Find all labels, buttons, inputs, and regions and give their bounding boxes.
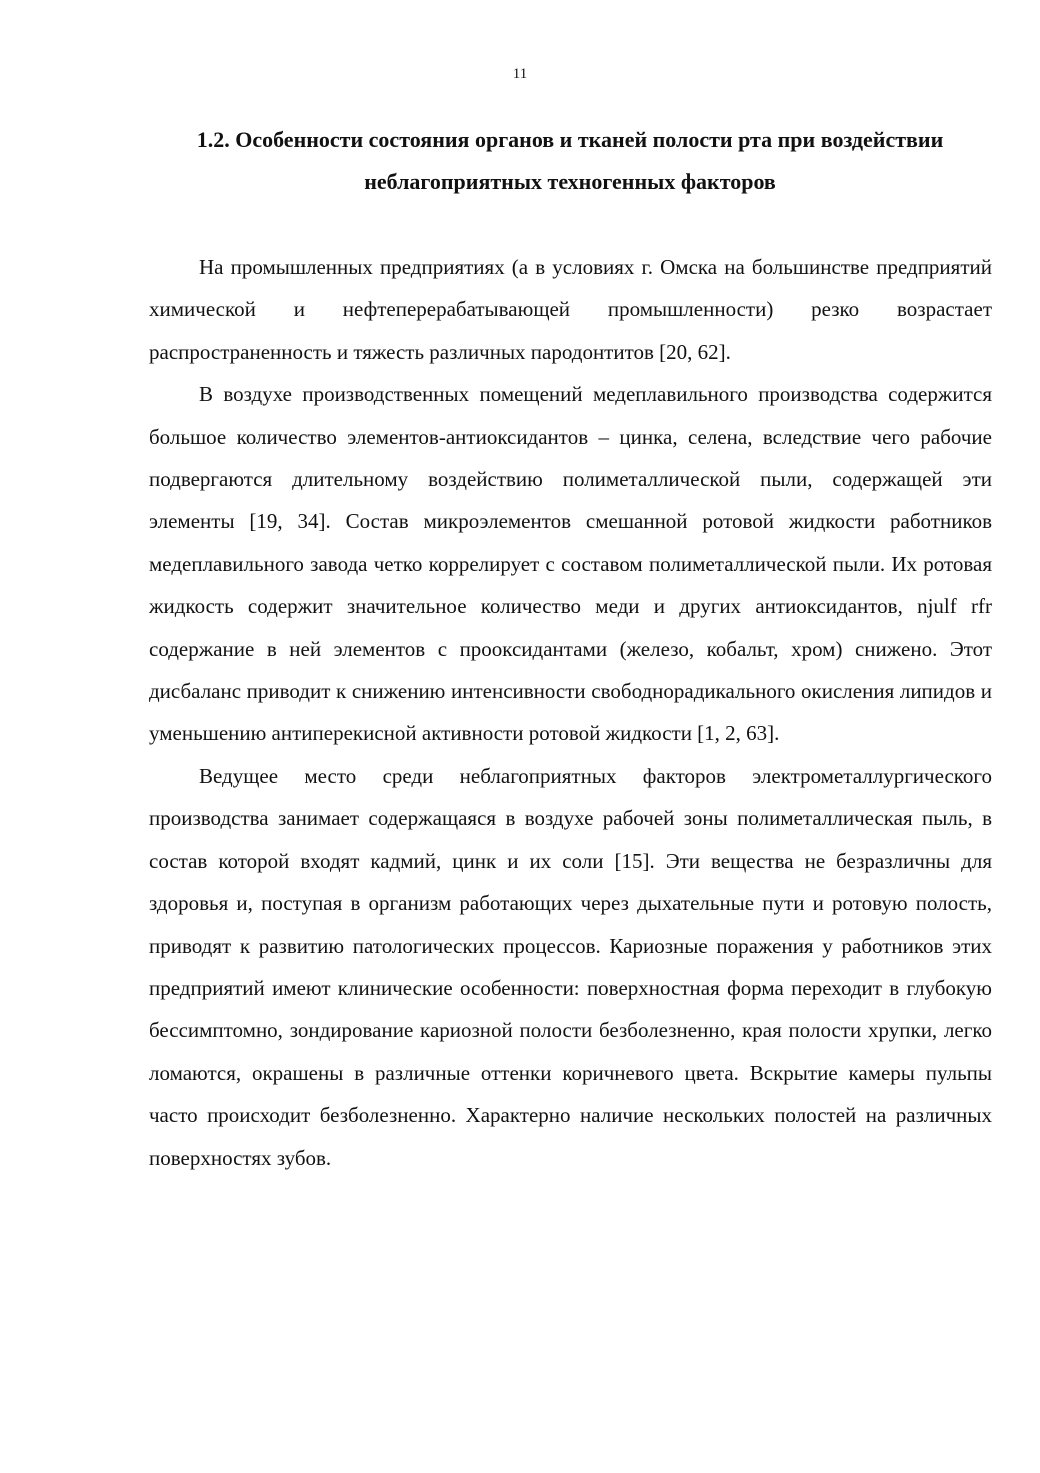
paragraph: На промышленных предприятиях (а в условиях г. Омска на большинстве предприятий химической и нефтеперерабатывающей промышленности) резко возрастает распространенность и тяжесть различных пародонтитов [20, 62].	[149, 255, 992, 364]
body-text	[149, 246, 992, 1179]
page-number: 11	[512, 66, 528, 82]
paragraph: В воздухе производственных помещений медеплавильного производства содержится большое количество элементов-антиоксидантов – цинка, селена, вследствие чего рабочие подвергаются длительному воздействию полиметаллической пыли, содержащей эти элементы [19, 34]. Состав микроэлементов смешанной ротовой жидкости работников медеплавильного завода четко коррелирует с составом полиметаллической пыли. Их ротовая жидкость содержит значительное количество меди и других антиоксидантов, njulf rfr содержание в ней элементов с прооксидантами (железо, кобальт, хром) снижено. Этот дисбаланс приводит к снижению интенсивности свободнорадикального окисления липидов и уменьшению антиперекисной активности ротовой жидкости [1, 2, 63].	[149, 382, 992, 746]
paragraph: Ведущее место среди неблагоприятных факторов электрометаллургического производства занимает содержащаяся в воздухе рабочей зоны полиметаллическая пыль, в состав которой входят кадмий, цинк и их соли [15]. Эти вещества не безразличны для здоровья и, поступая в организм работающих через дыхательные пути и ротовую полость, приводят к развитию патологических процессов. Кариозные поражения у работников этих предприятий имеют клинические особенности: поверхностная форма переходит в глубокую бессимптомно, зондирование кариозной полости безболезненно, края полости хрупки, легко ломаются, окрашены в различные оттенки коричневого цвета. Вскрытие камеры пульпы часто происходит безболезненно. Характерно наличие нескольких полостей на различных поверхностях зубов.	[149, 763, 992, 1170]
section-heading: 1.2. Особенности состояния органов и тканей полости рта при воздействии неблагоприятных техногенных факторов	[196, 127, 944, 194]
